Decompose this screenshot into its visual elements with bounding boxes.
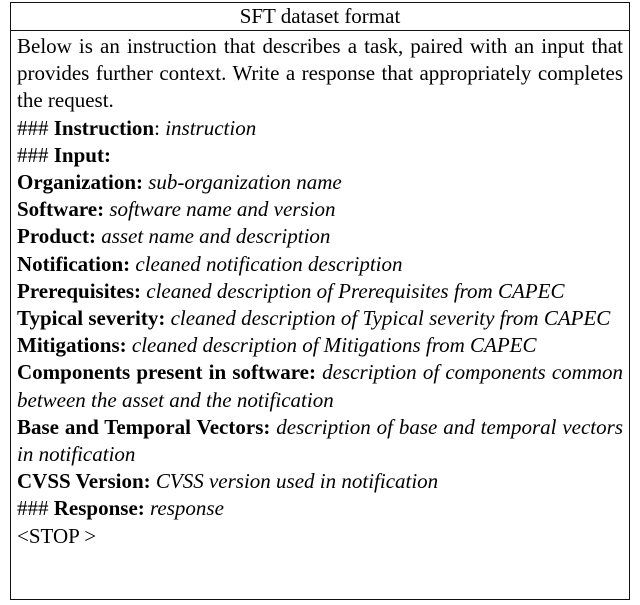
field-value: cleaned description of Typical severity from CAPEC [170,306,611,331]
response-label: Response: [53,496,145,521]
field-value: description of base and temporal vectors in notification [17,414,623,467]
field-organization [17,169,623,196]
field-components [17,359,623,413]
field-label: Software: [17,197,105,222]
field-cvss-version [17,468,623,495]
input-line [17,142,623,169]
hash-marker: ### [17,115,49,140]
field-label: Notification: [17,251,131,276]
field-software [17,196,623,223]
instruction-colon: : [154,115,160,140]
field-value: description of components common between the asset and the notification [17,360,623,412]
instruction-line [17,115,623,142]
table-header: SFT dataset format [11,3,629,31]
field-product [17,223,623,250]
instruction-label: Instruction [53,115,155,140]
field-value: asset name and description [101,224,331,249]
instruction-value: instruction [165,115,257,140]
field-label: CVSS Version: [17,469,151,494]
field-value: cleaned description of Prerequisites from CAPEC [146,278,565,303]
field-value: sub-organization name [148,170,342,195]
field-label: Components present in software: [17,360,316,385]
field-value: cleaned description of Mitigations from CAPEC [131,333,537,358]
field-label: Mitigations: [17,333,127,358]
response-value: response [150,496,224,521]
sft-format-table [10,2,630,600]
field-label: Organization: [17,170,143,195]
field-typical-severity [17,305,623,332]
stop-token: <STOP > [17,523,97,548]
field-notification [17,251,623,278]
input-label: Input: [53,142,111,167]
field-label: Product: [17,224,96,249]
hash-marker: ### [17,496,49,521]
field-value: CVSS version used in notification [155,469,439,494]
field-label: Base and Temporal Vectors: [17,414,271,439]
field-vectors [17,414,623,468]
hash-marker: ### [17,142,49,167]
table-body [11,31,629,550]
field-mitigations [17,332,623,359]
field-label: Prerequisites: [17,278,142,303]
field-prerequisites [17,278,623,305]
response-line [17,495,623,522]
field-label: Typical severity: [17,306,166,331]
intro-text: Below is an instruction that describes a task, paired with an input that provides further context. Write a response that appropriately completes the request. [17,34,623,113]
field-value: cleaned notification description [135,251,403,276]
field-value: software name and version [109,197,336,222]
